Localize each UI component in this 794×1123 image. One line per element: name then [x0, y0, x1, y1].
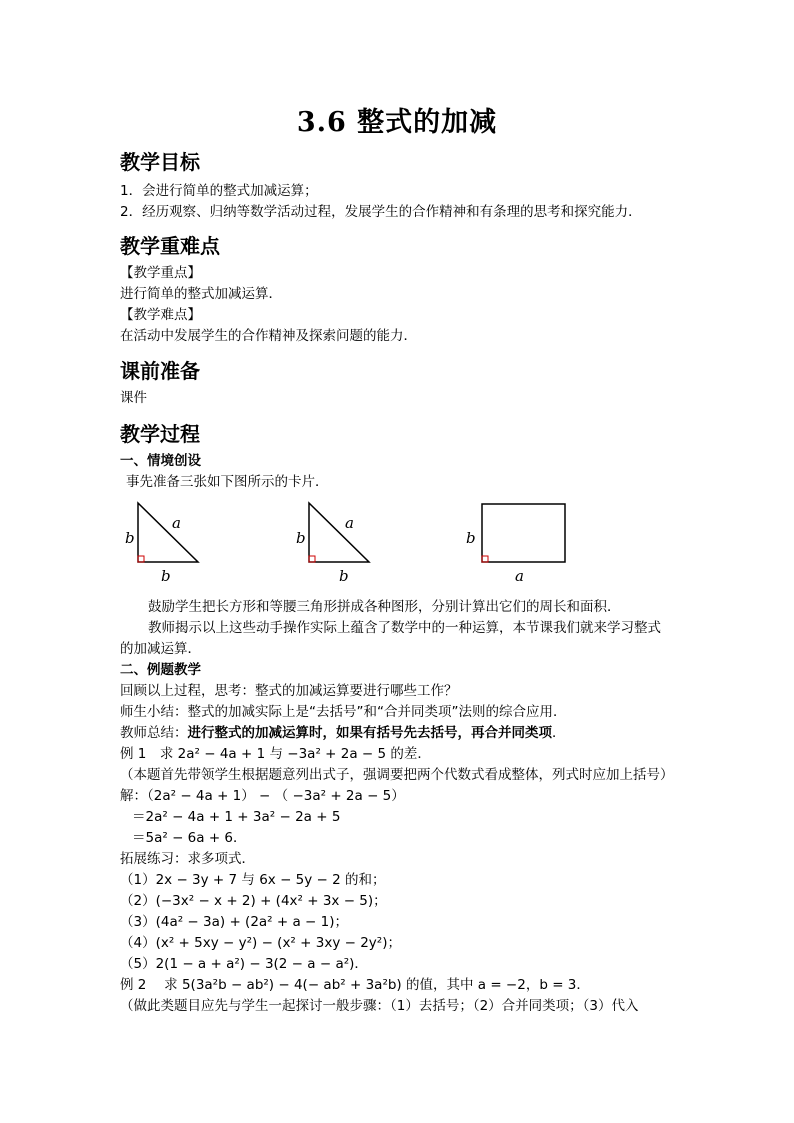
cards-figure — [118, 498, 588, 590]
rect-base-label: a — [515, 567, 524, 585]
focus-label: 【教学重点】 — [120, 265, 201, 281]
paragraph-1: 鼓励学生把长方形和等腰三角形拼成各种图形，分别计算出它们的周长和面积． — [148, 599, 621, 615]
objective-item-2: 2．经历观察、归纳等数学活动过程，发展学生的合作精神和有条理的思考和探究能力． — [120, 204, 642, 220]
difficulty-text: 在活动中发展学生的合作精神及探索问题的能力． — [120, 328, 417, 344]
teacher-summary-bold: 进行整式的加减运算时，如果有括号先去括号，再合并同类项 — [187, 725, 552, 741]
teacher-summary-label: 教师总结： — [120, 725, 188, 741]
objective-item-1: 1．会进行简单的整式加减运算； — [120, 183, 318, 199]
teacher-summary — [120, 724, 566, 742]
triangle-card-1 — [125, 503, 198, 585]
tri1-base-label: b — [161, 567, 171, 585]
paragraph-2a: 教师揭示以上这些动手操作实际上蕴含了数学中的一种运算，本节课我们就来学习整式 — [148, 620, 661, 636]
review-text: 回顾以上过程，思考：整式的加减运算要进行哪些工作？ — [120, 683, 458, 699]
rect-side-label: b — [466, 529, 476, 547]
paragraph-2b: 的加减运算． — [120, 641, 201, 657]
part1-intro: 事先准备三张如下图所示的卡片． — [126, 474, 329, 490]
heading-prep: 课前准备 — [120, 359, 200, 383]
difficulty-label: 【教学难点】 — [120, 307, 201, 323]
practice-item-4: （4）(x² + 5xy − y²) − (x² + 3xy − 2y²)； — [120, 935, 401, 951]
focus-text: 进行简单的整式加减运算． — [120, 286, 282, 302]
example-2: 例 2 求 5(3a²b − ab²) − 4(− ab² + 3a²b) 的值，其中 a = −2，b = 3． — [120, 977, 590, 993]
prep-text: 课件 — [120, 390, 147, 406]
practice-item-3: （3）(4a² − 3a) + (2a² + a − 1)； — [120, 914, 349, 930]
practice-item-1: （1）2x − 3y + 7 与 6x − 5y − 2 的和； — [120, 872, 386, 888]
heading-keypoints: 教学重难点 — [120, 234, 220, 258]
tri1-side-label: b — [125, 529, 135, 547]
page-title: 3.6 整式的加减 — [296, 107, 498, 138]
solution-line-1: 解：（2a² − 4a + 1） − （ −3a² + 2a − 5） — [120, 788, 405, 804]
heading-process: 教学过程 — [120, 422, 200, 446]
practice-item-2: （2）(−3x² − x + 2) + (4x² + 3x − 5)； — [120, 893, 387, 909]
example-1-note: （本题首先带领学生根据题意列出式子，强调要把两个代数式看成整体，列式时应加上括号） — [120, 767, 674, 783]
triangle-card-2 — [296, 503, 369, 585]
part2-title: 二、例题教学 — [120, 662, 201, 678]
solution-line-3: ＝5a² − 6a + 6． — [132, 830, 247, 846]
example-2-note: （做此类题目应先与学生一起探讨一般步骤：（1）去括号；（2）合并同类项；（3）代入 — [120, 998, 639, 1014]
rectangle-card — [466, 504, 565, 585]
example-1: 例 1 求 2a² − 4a + 1 与 −3a² + 2a − 5 的差． — [120, 746, 431, 762]
teacher-summary-end: ． — [552, 725, 566, 741]
tri2-base-label: b — [339, 567, 349, 585]
solution-line-2: ＝2a² − 4a + 1 + 3a² − 2a + 5 — [132, 809, 341, 825]
tri2-hyp-label: a — [345, 514, 354, 532]
tri2-side-label: b — [296, 529, 306, 547]
part1-title: 一、情境创设 — [120, 453, 201, 469]
summary-text: 师生小结：整式的加减实际上是“去括号”和“合并同类项”法则的综合应用． — [120, 704, 567, 720]
heading-objectives: 教学目标 — [120, 150, 200, 174]
practice-title: 拓展练习：求多项式． — [120, 851, 255, 867]
tri1-hyp-label: a — [172, 514, 181, 532]
practice-item-5: （5）2(1 − a + a²) − 3(2 − a − a²)． — [120, 956, 368, 972]
